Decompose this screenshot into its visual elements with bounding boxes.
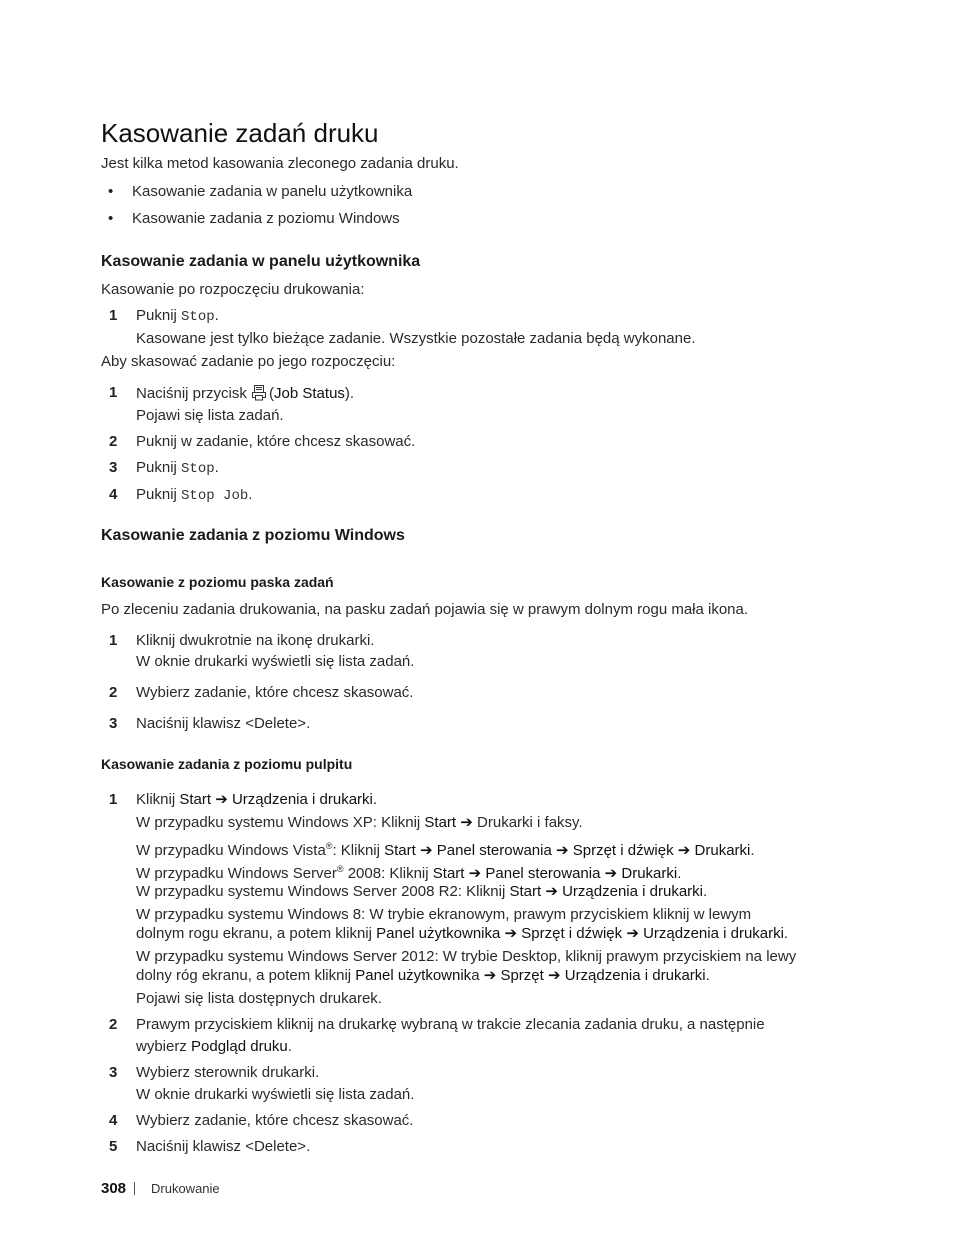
step-text: Puknij Stop Job. [136, 486, 253, 504]
step-number: 4 [109, 1112, 118, 1129]
step-text: Naciśnij przycisk (Job Status). [136, 385, 355, 402]
step-text: Kliknij dwukrotnie na ikonę drukarki. [136, 632, 375, 649]
section-heading: Kasowanie zadania z poziomu Windows [101, 527, 405, 544]
step-note: W przypadku systemu Windows Server 2008 R2: Kliknij Start ➔ Urządzenia i drukarki. [136, 883, 708, 900]
section-heading: Kasowanie zadania w panelu użytkownika [101, 253, 421, 270]
step-text: Wybierz zadanie, które chcesz skasować. [136, 1112, 414, 1129]
button-code: Stop [181, 461, 215, 477]
step-text: Wybierz zadanie, które chcesz skasować. [136, 684, 414, 701]
intro-text: Jest kilka metod kasowania zleconego zadania druku. [101, 155, 459, 172]
step-note: Kasowane jest tylko bieżące zadanie. Wszystkie pozostałe zadania będą wykonane. [136, 330, 696, 347]
arrow-icon: ➔ [677, 842, 691, 859]
step-note: Pojawi się lista zadań. [136, 407, 284, 424]
step-text: wybierz Podgląd druku. [136, 1038, 292, 1055]
step-note: W przypadku Windows Server® 2008: Kliknij Start ➔ Panel sterowania ➔ Drukarki. [136, 864, 682, 882]
step-number: 1 [109, 791, 118, 808]
step-text: Wybierz sterownik drukarki. [136, 1064, 320, 1081]
arrow-icon: ➔ [483, 967, 497, 984]
arrow-icon: ➔ [604, 865, 618, 882]
button-code: Stop [181, 309, 215, 325]
step-note: W przypadku systemu Windows XP: Kliknij Start ➔ Drukarki i faksy. [136, 814, 583, 831]
arrow-icon: ➔ [545, 883, 558, 900]
step-number: 3 [109, 1064, 118, 1081]
section-lead: Kasowanie po rozpoczęciu drukowania: [101, 281, 365, 298]
arrow-icon: ➔ [547, 967, 561, 984]
step-text: Prawym przyciskiem kliknij na drukarkę wybraną w trakcie zlecania zadania druku, a następnie [136, 1016, 765, 1033]
section-lead: Aby skasować zadanie po jego rozpoczęciu: [101, 353, 396, 370]
bullet-marker: • [108, 183, 114, 200]
bullet-marker: • [108, 210, 114, 227]
job-status-icon [251, 384, 267, 401]
step-text: Kliknij Start ➔ Urządzenia i drukarki. [136, 791, 378, 808]
arrow-icon: ➔ [419, 842, 433, 859]
arrow-icon: ➔ [460, 814, 473, 831]
footer-divider [134, 1182, 135, 1195]
step-number: 2 [109, 1016, 118, 1033]
page-title: Kasowanie zadań druku [101, 118, 379, 148]
step-note: W przypadku systemu Windows Server 2012: W trybie Desktop, kliknij prawym przyciskiem na lewy [136, 948, 797, 965]
step-text: Naciśnij klawisz <Delete>. [136, 1138, 311, 1155]
arrow-icon: ➔ [626, 925, 639, 942]
step-number: 1 [109, 384, 118, 401]
step-note: dolny róg ekranu, a potem kliknij Panel użytkownika ➔ Sprzęt ➔ Urządzenia i drukarki. [136, 967, 710, 984]
step-number: 4 [109, 486, 118, 503]
step-text: Puknij Stop. [136, 307, 219, 325]
bullet-item: Kasowanie zadania w panelu użytkownika [132, 183, 413, 200]
step-note: W oknie drukarki wyświetli się lista zadań. [136, 653, 415, 670]
step-note: W przypadku systemu Windows 8: W trybie ekranowym, prawym przyciskiem kliknij w lewym [136, 906, 752, 923]
bullet-item: Kasowanie zadania z poziomu Windows [132, 210, 400, 227]
section-lead: Po zleceniu zadania drukowania, na pasku zadań pojawia się w prawym dolnym rogu mała ikona. [101, 601, 749, 618]
footer-section: Drukowanie [151, 1181, 220, 1196]
step-text: Naciśnij klawisz <Delete>. [136, 715, 311, 732]
button-code: Stop Job [181, 488, 249, 504]
arrow-icon: ➔ [504, 925, 518, 942]
step-number: 3 [109, 715, 118, 732]
step-number: 1 [109, 632, 118, 649]
step-note: W przypadku Windows Vista®: Kliknij Start ➔ Panel sterowania ➔ Sprzęt i dźwięk ➔ Drukarki. [136, 841, 755, 859]
subsection-heading: Kasowanie z poziomu paska zadań [101, 574, 334, 590]
step-number: 2 [109, 684, 118, 701]
step-text: Puknij w zadanie, które chcesz skasować. [136, 433, 416, 450]
step-number: 3 [109, 459, 118, 476]
page-number: 308 [101, 1180, 127, 1197]
step-note: W oknie drukarki wyświetli się lista zadań. [136, 1086, 415, 1103]
step-number: 1 [109, 307, 118, 324]
step-number: 5 [109, 1138, 118, 1155]
arrow-icon: ➔ [555, 842, 569, 859]
step-text: Puknij Stop. [136, 459, 219, 477]
arrow-icon: ➔ [468, 865, 482, 882]
step-number: 2 [109, 433, 118, 450]
subsection-heading: Kasowanie zadania z poziomu pulpitu [101, 756, 353, 772]
arrow-icon: ➔ [215, 791, 228, 808]
step-note: Pojawi się lista dostępnych drukarek. [136, 990, 382, 1007]
step-note: dolnym rogu ekranu, a potem kliknij Panel użytkownika ➔ Sprzęt i dźwięk ➔ Urządzenia i drukarki. [136, 925, 789, 942]
